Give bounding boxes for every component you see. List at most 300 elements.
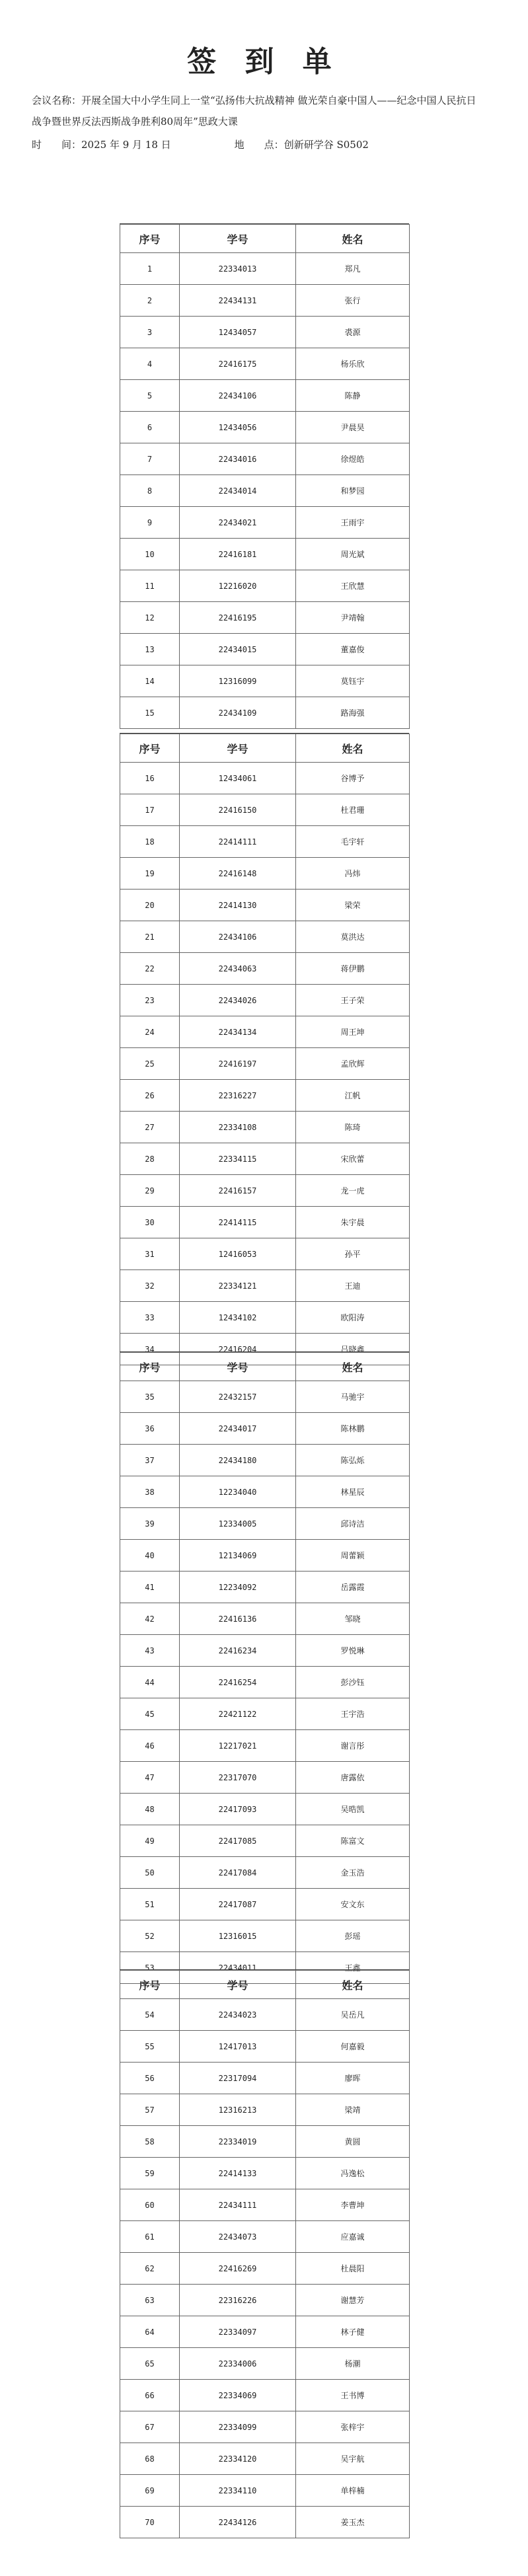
student-name: 林子健 bbox=[296, 2316, 410, 2348]
row-number: 43 bbox=[120, 1635, 180, 1667]
student-name: 李曹坤 bbox=[296, 2189, 410, 2221]
sign-in-table bbox=[120, 224, 410, 729]
student-id: 22434021 bbox=[180, 507, 296, 539]
row-number: 15 bbox=[120, 697, 180, 729]
student-name: 杜君珊 bbox=[296, 794, 410, 826]
student-name: 陈弘烁 bbox=[296, 1445, 410, 1476]
row-number: 14 bbox=[120, 665, 180, 697]
student-name: 朱宇晨 bbox=[296, 1207, 410, 1238]
table-row bbox=[120, 2348, 410, 2380]
time-label: 时 间： bbox=[32, 139, 82, 151]
row-number: 32 bbox=[120, 1270, 180, 1302]
table-row bbox=[120, 348, 410, 380]
table-row bbox=[120, 634, 410, 665]
student-name: 王子荣 bbox=[296, 985, 410, 1016]
table-row bbox=[120, 985, 410, 1016]
row-number: 68 bbox=[120, 2443, 180, 2475]
table-row bbox=[120, 1381, 410, 1413]
table-row bbox=[120, 1698, 410, 1730]
row-number: 18 bbox=[120, 826, 180, 858]
student-id: 22434134 bbox=[180, 1016, 296, 1048]
student-id: 22434063 bbox=[180, 953, 296, 985]
table-row bbox=[120, 1794, 410, 1825]
meeting-label: 会议名称： bbox=[32, 95, 82, 106]
student-name: 冯炜 bbox=[296, 858, 410, 890]
table-header-row bbox=[120, 1353, 410, 1381]
student-id: 12316099 bbox=[180, 665, 296, 697]
student-id: 22416197 bbox=[180, 1048, 296, 1080]
table-row bbox=[120, 763, 410, 794]
student-id: 12434056 bbox=[180, 412, 296, 443]
student-name: 吴岳凡 bbox=[296, 1999, 410, 2031]
student-id: 22434011 bbox=[180, 1952, 296, 1984]
table-row bbox=[120, 253, 410, 285]
row-number: 40 bbox=[120, 1540, 180, 1572]
student-id: 22334069 bbox=[180, 2380, 296, 2411]
row-number: 24 bbox=[120, 1016, 180, 1048]
table-row bbox=[120, 697, 410, 729]
table-row bbox=[120, 1112, 410, 1143]
student-id: 22414115 bbox=[180, 1207, 296, 1238]
col-header-no: 序号 bbox=[120, 734, 180, 763]
student-id: 22417093 bbox=[180, 1794, 296, 1825]
student-id: 22434073 bbox=[180, 2221, 296, 2253]
student-id: 12134069 bbox=[180, 1540, 296, 1572]
col-header-name: 姓名 bbox=[296, 734, 410, 763]
student-name: 王欣慧 bbox=[296, 570, 410, 602]
table-row bbox=[120, 1143, 410, 1175]
student-id: 12216020 bbox=[180, 570, 296, 602]
row-number: 52 bbox=[120, 1920, 180, 1952]
table-row bbox=[120, 2316, 410, 2348]
table-row bbox=[120, 1730, 410, 1762]
student-name: 杨乐欣 bbox=[296, 348, 410, 380]
student-id: 22434180 bbox=[180, 1445, 296, 1476]
table-row bbox=[120, 794, 410, 826]
table-row bbox=[120, 1175, 410, 1207]
table-row bbox=[120, 2285, 410, 2316]
student-name: 黄圆 bbox=[296, 2126, 410, 2158]
student-id: 22316227 bbox=[180, 1080, 296, 1112]
student-name: 彭沙钰 bbox=[296, 1667, 410, 1698]
student-name: 谢言彤 bbox=[296, 1730, 410, 1762]
student-id: 22416234 bbox=[180, 1635, 296, 1667]
col-header-name: 姓名 bbox=[296, 225, 410, 253]
student-name: 江帆 bbox=[296, 1080, 410, 1112]
student-name: 陈富文 bbox=[296, 1825, 410, 1857]
meeting-name bbox=[32, 90, 482, 132]
student-id: 22434014 bbox=[180, 475, 296, 507]
row-number: 9 bbox=[120, 507, 180, 539]
student-name: 梁靖 bbox=[296, 2094, 410, 2126]
student-id: 12434102 bbox=[180, 1302, 296, 1334]
row-number: 31 bbox=[120, 1238, 180, 1270]
table-row bbox=[120, 890, 410, 921]
student-name: 尹晨昊 bbox=[296, 412, 410, 443]
row-number: 26 bbox=[120, 1080, 180, 1112]
student-name: 毛宇轩 bbox=[296, 826, 410, 858]
row-number: 17 bbox=[120, 794, 180, 826]
table-header-row bbox=[120, 1971, 410, 1999]
row-number: 20 bbox=[120, 890, 180, 921]
row-number: 25 bbox=[120, 1048, 180, 1080]
student-id: 22416204 bbox=[180, 1334, 296, 1365]
table-row bbox=[120, 1302, 410, 1334]
row-number: 46 bbox=[120, 1730, 180, 1762]
row-number: 66 bbox=[120, 2380, 180, 2411]
page-title: 签 到 单 bbox=[187, 45, 341, 79]
row-number: 11 bbox=[120, 570, 180, 602]
student-id: 22421122 bbox=[180, 1698, 296, 1730]
table-row bbox=[120, 1667, 410, 1698]
student-id: 22334121 bbox=[180, 1270, 296, 1302]
row-number: 36 bbox=[120, 1413, 180, 1445]
student-name: 蒋伊鹏 bbox=[296, 953, 410, 985]
row-number: 3 bbox=[120, 317, 180, 348]
row-number: 65 bbox=[120, 2348, 180, 2380]
row-number: 16 bbox=[120, 763, 180, 794]
student-name: 和梦园 bbox=[296, 475, 410, 507]
student-id: 12217021 bbox=[180, 1730, 296, 1762]
student-id: 22414133 bbox=[180, 2158, 296, 2189]
row-number: 44 bbox=[120, 1667, 180, 1698]
col-header-name: 姓名 bbox=[296, 1353, 410, 1381]
student-id: 22414111 bbox=[180, 826, 296, 858]
row-number: 57 bbox=[120, 2094, 180, 2126]
row-number: 54 bbox=[120, 1999, 180, 2031]
table-row bbox=[120, 953, 410, 985]
row-number: 37 bbox=[120, 1445, 180, 1476]
row-number: 2 bbox=[120, 285, 180, 317]
student-name: 路海强 bbox=[296, 697, 410, 729]
row-number: 29 bbox=[120, 1175, 180, 1207]
table-row bbox=[120, 2031, 410, 2063]
table-row bbox=[120, 1857, 410, 1889]
row-number: 5 bbox=[120, 380, 180, 412]
row-number: 30 bbox=[120, 1207, 180, 1238]
row-number: 53 bbox=[120, 1952, 180, 1984]
table-row bbox=[120, 380, 410, 412]
student-name: 徐煜皓 bbox=[296, 443, 410, 475]
row-number: 51 bbox=[120, 1889, 180, 1920]
col-header-no: 序号 bbox=[120, 225, 180, 253]
student-id: 22416148 bbox=[180, 858, 296, 890]
table-row bbox=[120, 1413, 410, 1445]
row-number: 56 bbox=[120, 2063, 180, 2094]
student-id: 22334120 bbox=[180, 2443, 296, 2475]
row-number: 33 bbox=[120, 1302, 180, 1334]
col-header-id: 学号 bbox=[180, 1353, 296, 1381]
student-name: 郑凡 bbox=[296, 253, 410, 285]
row-number: 27 bbox=[120, 1112, 180, 1143]
student-id: 22334110 bbox=[180, 2475, 296, 2507]
student-id: 22334115 bbox=[180, 1143, 296, 1175]
table-row bbox=[120, 570, 410, 602]
student-name: 尹靖翰 bbox=[296, 602, 410, 634]
student-id: 22334019 bbox=[180, 2126, 296, 2158]
student-name: 梁荣 bbox=[296, 890, 410, 921]
student-name: 唐露依 bbox=[296, 1762, 410, 1794]
student-id: 12434061 bbox=[180, 763, 296, 794]
student-name: 邱诗洁 bbox=[296, 1508, 410, 1540]
student-name: 岳露霞 bbox=[296, 1572, 410, 1603]
row-number: 45 bbox=[120, 1698, 180, 1730]
row-number: 19 bbox=[120, 858, 180, 890]
attendance-table-3 bbox=[120, 1351, 409, 1984]
student-name: 张梓宇 bbox=[296, 2411, 410, 2443]
row-number: 62 bbox=[120, 2253, 180, 2285]
student-id: 12316213 bbox=[180, 2094, 296, 2126]
row-number: 10 bbox=[120, 539, 180, 570]
student-id: 12416053 bbox=[180, 1238, 296, 1270]
table-row bbox=[120, 602, 410, 634]
student-name: 应嘉诚 bbox=[296, 2221, 410, 2253]
row-number: 69 bbox=[120, 2475, 180, 2507]
table-row bbox=[120, 507, 410, 539]
table-row bbox=[120, 1889, 410, 1920]
student-name: 董嘉俊 bbox=[296, 634, 410, 665]
table-row bbox=[120, 1540, 410, 1572]
student-name: 杜晨阳 bbox=[296, 2253, 410, 2285]
row-number: 1 bbox=[120, 253, 180, 285]
student-name: 冯逸松 bbox=[296, 2158, 410, 2189]
table-row bbox=[120, 1080, 410, 1112]
row-number: 39 bbox=[120, 1508, 180, 1540]
student-name: 周王坤 bbox=[296, 1016, 410, 1048]
student-name: 张行 bbox=[296, 285, 410, 317]
student-name: 周蕾颖 bbox=[296, 1540, 410, 1572]
col-header-id: 学号 bbox=[180, 225, 296, 253]
student-name: 谢慧芳 bbox=[296, 2285, 410, 2316]
row-number: 8 bbox=[120, 475, 180, 507]
student-id: 22414130 bbox=[180, 890, 296, 921]
col-header-no: 序号 bbox=[120, 1971, 180, 1999]
student-name: 邹晓 bbox=[296, 1603, 410, 1635]
table-row bbox=[120, 2063, 410, 2094]
table-row bbox=[120, 1476, 410, 1508]
table-row bbox=[120, 826, 410, 858]
table-row bbox=[120, 2443, 410, 2475]
student-name: 莫钰宇 bbox=[296, 665, 410, 697]
student-id: 12234040 bbox=[180, 1476, 296, 1508]
table-row bbox=[120, 1016, 410, 1048]
table-row bbox=[120, 443, 410, 475]
student-id: 22334006 bbox=[180, 2348, 296, 2380]
attendance-table-4 bbox=[120, 1969, 409, 2538]
table-row bbox=[120, 1048, 410, 1080]
student-id: 22317070 bbox=[180, 1762, 296, 1794]
student-id: 12434057 bbox=[180, 317, 296, 348]
student-name: 陈林鹏 bbox=[296, 1413, 410, 1445]
student-id: 22434111 bbox=[180, 2189, 296, 2221]
row-number: 6 bbox=[120, 412, 180, 443]
student-id: 22417085 bbox=[180, 1825, 296, 1857]
table-row bbox=[120, 2507, 410, 2538]
student-id: 22434016 bbox=[180, 443, 296, 475]
table-row bbox=[120, 412, 410, 443]
student-name: 王鑫 bbox=[296, 1952, 410, 1984]
col-header-id: 学号 bbox=[180, 1971, 296, 1999]
table-header-row bbox=[120, 734, 410, 763]
student-name: 王书博 bbox=[296, 2380, 410, 2411]
table-row bbox=[120, 539, 410, 570]
row-number: 38 bbox=[120, 1476, 180, 1508]
table-row bbox=[120, 1762, 410, 1794]
row-number: 59 bbox=[120, 2158, 180, 2189]
student-id: 22416150 bbox=[180, 794, 296, 826]
student-id: 22334097 bbox=[180, 2316, 296, 2348]
student-id: 22416175 bbox=[180, 348, 296, 380]
student-name: 王迪 bbox=[296, 1270, 410, 1302]
student-name: 孟欣辉 bbox=[296, 1048, 410, 1080]
student-name: 何嘉毅 bbox=[296, 2031, 410, 2063]
table-row bbox=[120, 1270, 410, 1302]
table-row bbox=[120, 858, 410, 890]
table-row bbox=[120, 921, 410, 953]
table-row bbox=[120, 285, 410, 317]
sign-in-table bbox=[120, 734, 410, 1365]
row-number: 28 bbox=[120, 1143, 180, 1175]
table-row bbox=[120, 665, 410, 697]
student-id: 22417084 bbox=[180, 1857, 296, 1889]
student-id: 22416157 bbox=[180, 1175, 296, 1207]
table-row bbox=[120, 1508, 410, 1540]
row-number: 23 bbox=[120, 985, 180, 1016]
row-number: 55 bbox=[120, 2031, 180, 2063]
student-name: 林星辰 bbox=[296, 1476, 410, 1508]
table-row bbox=[120, 317, 410, 348]
row-number: 60 bbox=[120, 2189, 180, 2221]
student-name: 陈静 bbox=[296, 380, 410, 412]
table-row bbox=[120, 1238, 410, 1270]
student-name: 孙平 bbox=[296, 1238, 410, 1270]
student-name: 金玉浩 bbox=[296, 1857, 410, 1889]
row-number: 48 bbox=[120, 1794, 180, 1825]
student-name: 龙一虎 bbox=[296, 1175, 410, 1207]
student-id: 12417013 bbox=[180, 2031, 296, 2063]
student-name: 罗悦琳 bbox=[296, 1635, 410, 1667]
row-number: 64 bbox=[120, 2316, 180, 2348]
student-name: 谷博予 bbox=[296, 763, 410, 794]
table-header-row bbox=[120, 225, 410, 253]
table-row bbox=[120, 1920, 410, 1952]
table-row bbox=[120, 2253, 410, 2285]
row-number: 34 bbox=[120, 1334, 180, 1365]
student-id: 22416181 bbox=[180, 539, 296, 570]
row-number: 13 bbox=[120, 634, 180, 665]
student-name: 王宇浩 bbox=[296, 1698, 410, 1730]
student-id: 22434023 bbox=[180, 1999, 296, 2031]
col-header-id: 学号 bbox=[180, 734, 296, 763]
student-id: 22434106 bbox=[180, 921, 296, 953]
row-number: 12 bbox=[120, 602, 180, 634]
row-number: 41 bbox=[120, 1572, 180, 1603]
attendance-table-1 bbox=[120, 223, 409, 729]
student-id: 22416254 bbox=[180, 1667, 296, 1698]
table-row bbox=[120, 2380, 410, 2411]
student-id: 22434131 bbox=[180, 285, 296, 317]
student-name: 莫洪达 bbox=[296, 921, 410, 953]
table-row bbox=[120, 1207, 410, 1238]
row-number: 7 bbox=[120, 443, 180, 475]
student-id: 22434017 bbox=[180, 1413, 296, 1445]
student-id: 12334005 bbox=[180, 1508, 296, 1540]
student-name: 吴宇航 bbox=[296, 2443, 410, 2475]
table-row bbox=[120, 2221, 410, 2253]
place-label: 地 点： bbox=[234, 139, 284, 151]
student-name: 周光斌 bbox=[296, 539, 410, 570]
student-name: 安文东 bbox=[296, 1889, 410, 1920]
table-row bbox=[120, 1445, 410, 1476]
student-id: 22416195 bbox=[180, 602, 296, 634]
student-id: 12234092 bbox=[180, 1572, 296, 1603]
row-number: 21 bbox=[120, 921, 180, 953]
student-name: 欧阳涛 bbox=[296, 1302, 410, 1334]
table-row bbox=[120, 2094, 410, 2126]
student-id: 22417087 bbox=[180, 1889, 296, 1920]
student-id: 22317094 bbox=[180, 2063, 296, 2094]
row-number: 70 bbox=[120, 2507, 180, 2538]
table-row bbox=[120, 2189, 410, 2221]
table-row bbox=[120, 2126, 410, 2158]
student-name: 宋欣蕾 bbox=[296, 1143, 410, 1175]
student-name: 杨潮 bbox=[296, 2348, 410, 2380]
time-value: 2025 年 9 月 18 日 bbox=[81, 139, 171, 151]
row-number: 4 bbox=[120, 348, 180, 380]
student-name: 彭瑶 bbox=[296, 1920, 410, 1952]
student-id: 22434126 bbox=[180, 2507, 296, 2538]
table-row bbox=[120, 1635, 410, 1667]
student-name: 吴晧凯 bbox=[296, 1794, 410, 1825]
row-number: 35 bbox=[120, 1381, 180, 1413]
student-name: 姜玉杰 bbox=[296, 2507, 410, 2538]
row-number: 61 bbox=[120, 2221, 180, 2253]
col-header-no: 序号 bbox=[120, 1353, 180, 1381]
student-id: 22416269 bbox=[180, 2253, 296, 2285]
student-id: 22334108 bbox=[180, 1112, 296, 1143]
table-row bbox=[120, 1825, 410, 1857]
table-row bbox=[120, 2475, 410, 2507]
student-id: 22316226 bbox=[180, 2285, 296, 2316]
student-id: 12316015 bbox=[180, 1920, 296, 1952]
table-row bbox=[120, 1603, 410, 1635]
student-id: 22432157 bbox=[180, 1381, 296, 1413]
col-header-name: 姓名 bbox=[296, 1971, 410, 1999]
table-row bbox=[120, 1999, 410, 2031]
sign-in-table bbox=[120, 1970, 410, 2538]
student-id: 22334013 bbox=[180, 253, 296, 285]
student-id: 22416136 bbox=[180, 1603, 296, 1635]
row-number: 47 bbox=[120, 1762, 180, 1794]
student-name: 吕晓鑫 bbox=[296, 1334, 410, 1365]
student-id: 22434109 bbox=[180, 697, 296, 729]
table-row bbox=[120, 2411, 410, 2443]
time-place-row bbox=[32, 135, 482, 155]
student-name: 马驰宇 bbox=[296, 1381, 410, 1413]
sign-in-table bbox=[120, 1352, 410, 1984]
student-name: 廖晖 bbox=[296, 2063, 410, 2094]
student-name: 裘源 bbox=[296, 317, 410, 348]
row-number: 50 bbox=[120, 1857, 180, 1889]
place-value: 创新研学谷 S0502 bbox=[283, 139, 369, 151]
student-id: 22434015 bbox=[180, 634, 296, 665]
attendance-table-2 bbox=[120, 733, 409, 1365]
table-row bbox=[120, 1572, 410, 1603]
student-name: 单梓楠 bbox=[296, 2475, 410, 2507]
student-name: 王雨宇 bbox=[296, 507, 410, 539]
table-row bbox=[120, 475, 410, 507]
row-number: 22 bbox=[120, 953, 180, 985]
